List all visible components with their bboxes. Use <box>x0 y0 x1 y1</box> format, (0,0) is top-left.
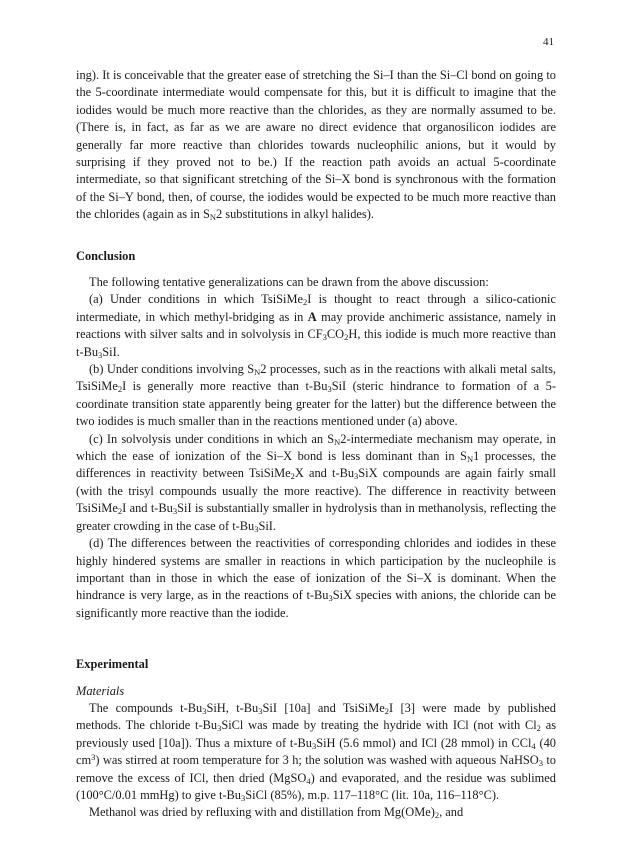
conclusion-item-b: (b) Under conditions involving $S_N2$ processes, such as in the reactions with alkali metal salts, TsiSiMe$_2$I is generally more reactive than $t-Bu_3SiI$ (steric hindrance to formation of a 5-coordinate transition state apparently being greater for the latter) but the difference between the two iodides is much smaller than in the reactions mentioned under (a) above. <box>76 362 556 429</box>
intro-text: ing). It is conceivable that the greater ease of stretching the Si–I than the Si–Cl bond on going to the 5-coordinate intermediate would compensate for this, but it is difficult to imagine that the iodides would be much more reactive than the chlorides, as they are normally assumed to be. (There is, in fact, as far as we are aware no direct evidence that organosilicon iodides are generally far more reactive than chlorides towards nucleophilic anions, but it would by surprising if they proved not to be.) If the reaction path avoids an actual 5-coordinate intermediate, so that significant stretching of the Si–X bond is synchronous with the formation of the Si–Y bond, then, of course, the iodides would be expected to be much more reactive than the chlorides (again as in $S_N2$ substitutions in alkyl halides). <box>76 68 556 223</box>
materials-paragraph-2: Methanol was dried by refluxing with and distillation from $Mg(OMe)_2$, and <box>89 805 464 821</box>
intro-paragraph <box>76 67 556 224</box>
materials-section <box>76 700 556 822</box>
conclusion-item-a: (a) Under conditions in which TsiSiMe$_2$I is thought to react through a silico-cationic intermediate, in which methyl-bridging as in A may provide anchimeric assistance, namely in reactions with silver salts and in solvolysis in $CF_3CO_2H$, this iodide is much more reactive than $t-Bu_3SiI$. <box>76 292 557 360</box>
conclusion-heading: Conclusion <box>76 249 136 263</box>
page-number: 41 <box>543 36 554 48</box>
materials-heading: Materials <box>76 684 125 698</box>
materials-paragraph-1: The compounds $t-Bu_3SiH$, $t-Bu_3SiI$ [10a] and TsiSiMe$_2$I [3] were made by published methods. The chloride $t-Bu_3SiCl$ was made by treating the hydride with ICl (not with $Cl_2$ as previously used [10a]). Thus a mixture of $t-Bu_3SiH$ (5.6 mmol) and ICl (28 mmol) in CCl$_4$ (40 $cm^3$) was stirred at room temperature for 3 h; the solution was washed with aqueous NaHSO$_3$ to remove the excess of ICl, then dried (MgSO$_4$) and evaporated, and the residue was sublimed (100°C/0.01 mmHg) to give $t-Bu_3SiCl$ (85%), m.p. 117–118°C (lit. 10a, 116–118°C). <box>76 701 557 804</box>
conclusion-item-d: (d) The differences between the reactivities of corresponding chlorides and iodides in these highly hindered systems are smaller in reactions in which participation by the nucleophile is important than in those in which the ease of ionization of the Si–X is dominant. When the hindrance is very large, as in the reactions of $t-Bu_3SiX$ species with anions, the chloride can be significantly more reactive than the iodide. <box>76 536 556 620</box>
conclusion-item-c: (c) In solvolysis under conditions in which an $S_N2$-intermediate mechanism may operate, in which the ease of ionization of the Si–X bond is less dominant than in $S_N1$ processes, the differences in reactivity between TsiSiMe$_2$X and $t-Bu_3SiX$ compounds are again fairly small (with the trisyl compounds usually the more reactive). The difference in reactivity between TsiSiMe$_2$I and $t-Bu_3SiI$ is substantially smaller in hydrolysis than in methanolysis, reflecting the greater crowding in the case of $t-Bu_3SiI$. <box>76 431 557 534</box>
conclusion-intro: The following tentative generalizations can be drawn from the above discussion: <box>89 275 489 289</box>
conclusion-section <box>76 274 556 622</box>
experimental-heading: Experimental <box>76 657 149 671</box>
